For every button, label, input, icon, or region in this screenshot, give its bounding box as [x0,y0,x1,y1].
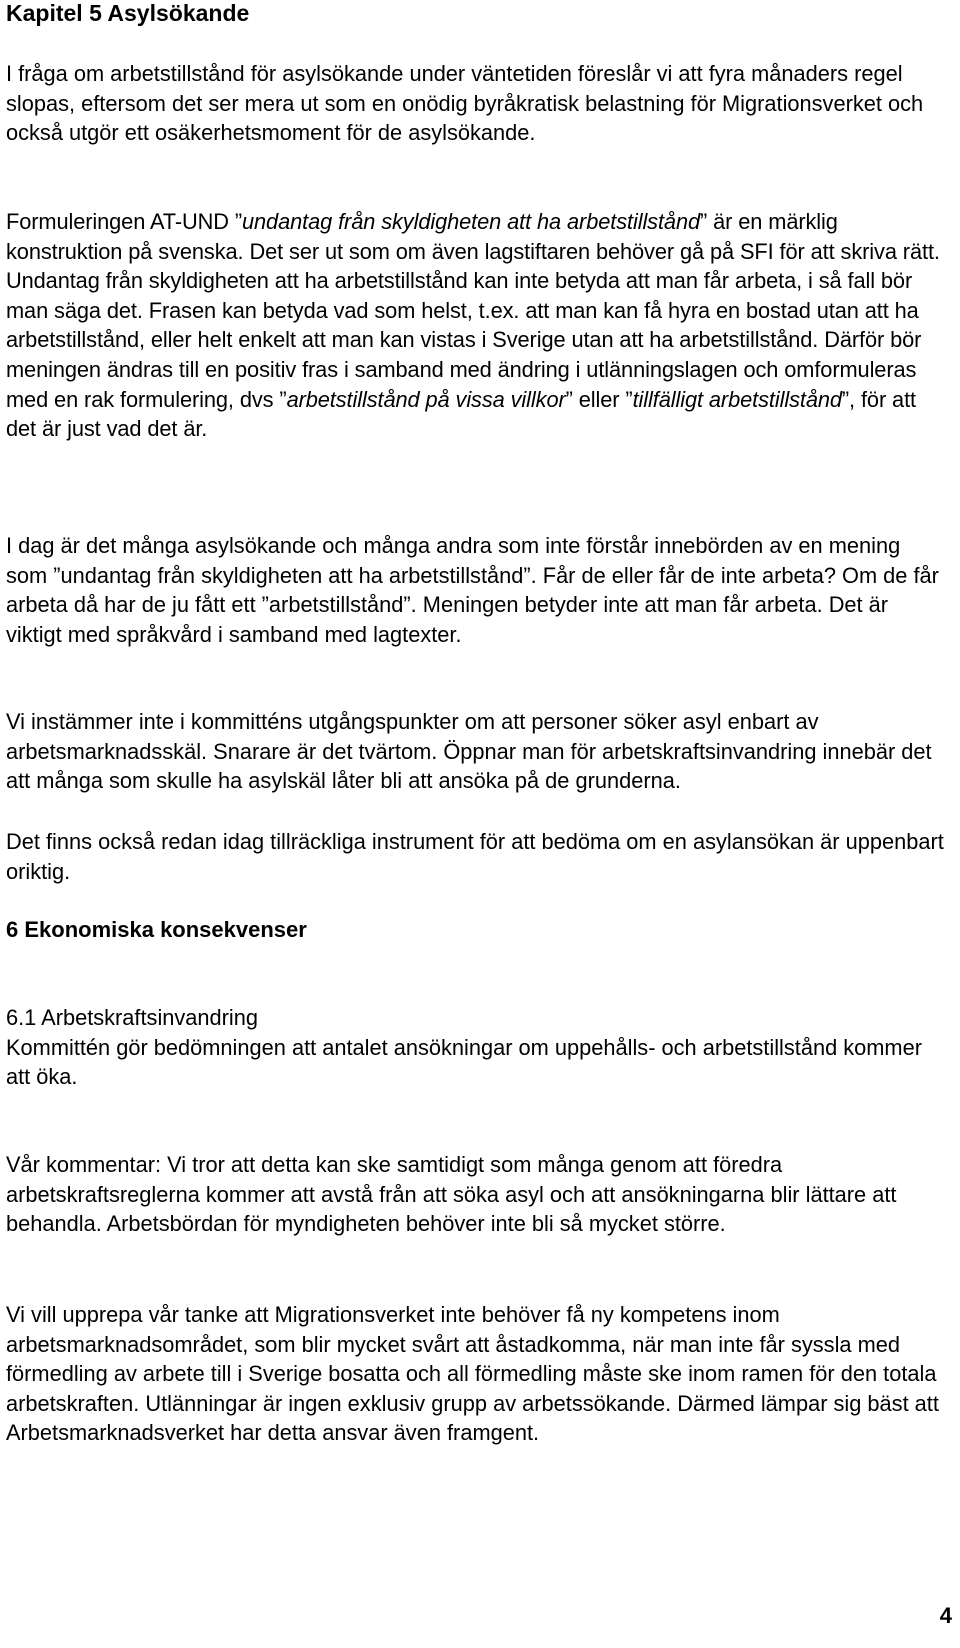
paragraph-meaning: I dag är det många asylsökande och många andra som inte förstår innebörden av en mening som ”undantag från skyldigheten att ha arbetstillstånd”. Får de eller får de inte arbeta? Om de får arbeta då har de ju fått ett ”arbetstillstånd”. Meningen betyder inte att man får arbeta. Det är viktigt med språkvård i samband med lagtexter. [6,533,939,647]
paragraph-text: ” är en märklig konstruktion på svenska. Det ser ut som om även lagstiftaren behöver gå på SFI för att skriva rätt. Undantag från skyldigheten att ha arbetstillstånd kan inte betyda att man får arbeta, i så fall bör man säga det. Frasen kan betyda vad som helst, t.ex. att man kan få hyra en bostad utan att ha arbetstillstånd, eller helt enkelt att man kan vistas i Sverige utan att ha arbetstillstånd. Därför bör meningen ändras till en positiv fras i samband med ändring i utlänningslagen och omformuleras med en rak formulering, dvs ” [6,209,940,412]
quoted-term: undantag från skyldigheten att ha arbetstillstånd [242,209,701,234]
paragraph-work-permit: I fråga om arbetstillstånd för asylsökande under väntetiden föreslår vi att fyra månaders regel slopas, eftersom det ser mera ut som en onödig byråkratisk belastning för Migrationsverket och också utgör ett osäkerhetsmoment för de asylsökande. [6,61,924,146]
page-content [6,0,954,1446]
paragraph-repeat: Vi vill upprepa vår tanke att Migrationsverket inte behöver få ny kompetens inom arbetsmarknadsområdet, som blir mycket svårt att åstadkomma, när man inte får syssla med förmedling av arbete till i Sverige bosatta och all förmedling måste ske inom ramen för den totala arbetskraften. Utlänningar är ingen exklusiv grupp av arbetssökande. Därmed lämpar sig bäst att Arbetsmarknadsverket har detta ansvar även framgent. [6,1302,939,1446]
paragraph-text: ” eller ” [565,386,633,412]
subsection [6,1003,946,1092]
quoted-term: arbetstillstånd på vissa villkor [286,386,566,412]
paragraph-comment: Vår kommentar: Vi tror att detta kan ske samtidigt som många genom att föredra arbetskraftsreglerna kommer att avstå från att söka asyl och att ansökningarna blir lättare att behandla. Arbetsbördan för myndigheten behöver inte bli så mycket större. [6,1152,897,1237]
paragraph-instruments: Det finns också redan idag tillräckliga instrument för att bedöma om en asylansökan är uppenbart oriktig. [6,829,944,884]
paragraph-disagree: Vi instämmer inte i kommitténs utgångspunkter om att personer söker asyl enbart av arbetsmarknadsskäl. Snarare är det tvärtom. Öppnar man för arbetskraftsinvandring innebär det att många som skulle ha asylskäl låter bli att ansöka på de grunderna. [6,709,932,794]
section-heading: 6 Ekonomiska konsekvenser [6,917,307,942]
paragraph-text: Formuleringen AT-UND ” [6,209,243,234]
subsection-heading: 6.1 Arbetskraftsinvandring [6,1005,259,1030]
quoted-term: tillfälligt arbetstillstånd [632,386,842,412]
paragraph-text: ”, för att det är just vad det är. [6,386,916,442]
subsection-text: Kommittén gör bedömningen att antalet ansökningar om uppehålls- och arbetstillstånd kommer att öka. [6,1034,922,1090]
paragraph-formulation [6,207,946,444]
page-number: 4 [939,1603,952,1628]
chapter-title: Kapitel 5 Asylsökande [6,0,250,26]
